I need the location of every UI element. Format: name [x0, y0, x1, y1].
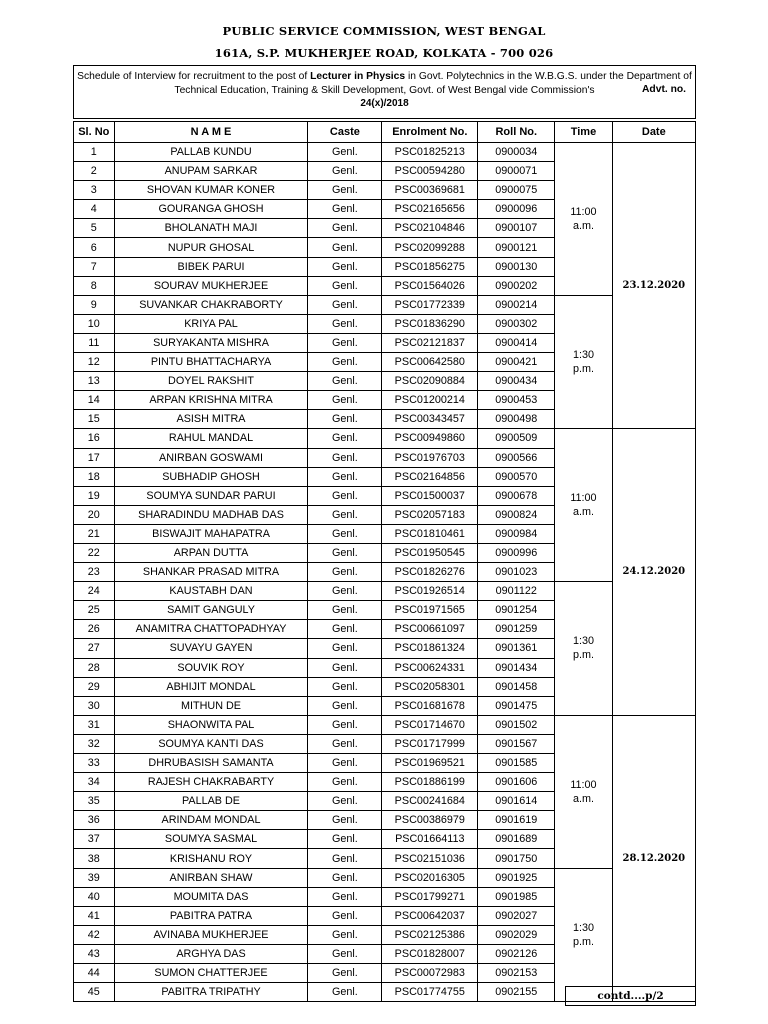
caste-cell: Genl.	[308, 563, 382, 582]
advt-label: Advt. no.	[642, 84, 687, 95]
name-cell: SOUMYA SASMAL	[114, 830, 308, 849]
name-cell: RAJESH CHAKRABARTY	[114, 773, 308, 792]
enrolment-no-cell: PSC02016305	[382, 868, 478, 887]
caste-cell: Genl.	[308, 219, 382, 238]
caste-cell: Genl.	[308, 505, 382, 524]
name-cell: ARGHYA DAS	[114, 944, 308, 963]
caste-cell: Genl.	[308, 162, 382, 181]
enrolment-no-cell: PSC02151036	[382, 849, 478, 868]
time-slot-cell: 1:30 p.m.	[555, 868, 612, 1002]
caste-cell: Genl.	[308, 582, 382, 601]
name-cell: SUMON CHATTERJEE	[114, 964, 308, 983]
enrolment-no-cell: PSC01810461	[382, 524, 478, 543]
sl-no-cell: 21	[74, 524, 115, 543]
sl-no-cell: 16	[74, 429, 115, 448]
caste-cell: Genl.	[308, 601, 382, 620]
caste-cell: Genl.	[308, 200, 382, 219]
table-row	[74, 582, 696, 601]
caste-cell: Genl.	[308, 372, 382, 391]
enrolment-no-cell: PSC01774755	[382, 983, 478, 1002]
table-row	[74, 143, 696, 162]
time-slot-cell: 11:00 a.m.	[555, 715, 612, 868]
roll-no-cell: 0901585	[478, 754, 555, 773]
roll-no-cell: 0900996	[478, 543, 555, 562]
name-cell: SHOVAN KUMAR KONER	[114, 181, 308, 200]
roll-no-cell: 0900075	[478, 181, 555, 200]
column-header-date: Date	[612, 122, 695, 143]
caste-cell: Genl.	[308, 391, 382, 410]
name-cell: MOUMITA DAS	[114, 887, 308, 906]
roll-no-cell: 0901259	[478, 620, 555, 639]
column-header-enrolment-no: Enrolment No.	[382, 122, 478, 143]
caste-cell: Genl.	[308, 906, 382, 925]
enrolment-no-cell: PSC01664113	[382, 830, 478, 849]
sl-no-cell: 39	[74, 868, 115, 887]
caste-cell: Genl.	[308, 887, 382, 906]
enrolment-no-cell: PSC02125386	[382, 925, 478, 944]
roll-no-cell: 0901606	[478, 773, 555, 792]
enrolment-no-cell: PSC01836290	[382, 314, 478, 333]
enrolment-no-cell: PSC01825213	[382, 143, 478, 162]
enrolment-no-cell: PSC02121837	[382, 333, 478, 352]
caste-cell: Genl.	[308, 238, 382, 257]
name-cell: SOURAV MUKHERJEE	[114, 276, 308, 295]
enrolment-no-cell: PSC02099288	[382, 238, 478, 257]
caste-cell: Genl.	[308, 448, 382, 467]
continued-note: contd....p/2	[565, 986, 696, 1006]
name-cell: SURYAKANTA MISHRA	[114, 333, 308, 352]
enrolment-no-cell: PSC00624331	[382, 658, 478, 677]
roll-no-cell: 0900121	[478, 238, 555, 257]
sl-no-cell: 37	[74, 830, 115, 849]
name-cell: DOYEL RAKSHIT	[114, 372, 308, 391]
sl-no-cell: 34	[74, 773, 115, 792]
sl-no-cell: 12	[74, 353, 115, 372]
sl-no-cell: 1	[74, 143, 115, 162]
interview-date-cell: 28.12.2020	[612, 715, 695, 1001]
sl-no-cell: 26	[74, 620, 115, 639]
caste-cell: Genl.	[308, 353, 382, 372]
enrolment-no-cell: PSC02058301	[382, 677, 478, 696]
enrolment-no-cell: PSC00642580	[382, 353, 478, 372]
name-cell: KRISHANU ROY	[114, 849, 308, 868]
caste-cell: Genl.	[308, 830, 382, 849]
caste-cell: Genl.	[308, 639, 382, 658]
caste-cell: Genl.	[308, 811, 382, 830]
caste-cell: Genl.	[308, 410, 382, 429]
caste-cell: Genl.	[308, 715, 382, 734]
table-row	[74, 868, 696, 887]
name-cell: KAUSTABH DAN	[114, 582, 308, 601]
caste-cell: Genl.	[308, 677, 382, 696]
enrolment-no-cell: PSC00661097	[382, 620, 478, 639]
roll-no-cell: 0902155	[478, 983, 555, 1002]
name-cell: KRIYA PAL	[114, 314, 308, 333]
sl-no-cell: 14	[74, 391, 115, 410]
sl-no-cell: 28	[74, 658, 115, 677]
roll-no-cell: 0900130	[478, 257, 555, 276]
roll-no-cell: 0900202	[478, 276, 555, 295]
name-cell: SUVAYU GAYEN	[114, 639, 308, 658]
roll-no-cell: 0900421	[478, 353, 555, 372]
caste-cell: Genl.	[308, 276, 382, 295]
caste-cell: Genl.	[308, 944, 382, 963]
sl-no-cell: 24	[74, 582, 115, 601]
name-cell: SOUMYA KANTI DAS	[114, 734, 308, 753]
roll-no-cell: 0900096	[478, 200, 555, 219]
enrolment-no-cell: PSC01799271	[382, 887, 478, 906]
caste-cell: Genl.	[308, 333, 382, 352]
time-slot-cell: 1:30 p.m.	[555, 295, 612, 429]
caste-cell: Genl.	[308, 257, 382, 276]
time-slot-cell: 1:30 p.m.	[555, 582, 612, 716]
sl-no-cell: 27	[74, 639, 115, 658]
name-cell: ANIRBAN GOSWAMI	[114, 448, 308, 467]
enrolment-no-cell: PSC02090884	[382, 372, 478, 391]
enrolment-no-cell: PSC01976703	[382, 448, 478, 467]
name-cell: NUPUR GHOSAL	[114, 238, 308, 257]
enrolment-no-cell: PSC01926514	[382, 582, 478, 601]
roll-no-cell: 0900453	[478, 391, 555, 410]
sl-no-cell: 18	[74, 467, 115, 486]
column-header-name: N A M E	[114, 122, 308, 143]
sl-no-cell: 6	[74, 238, 115, 257]
table-header-row	[74, 122, 696, 143]
roll-no-cell: 0901458	[478, 677, 555, 696]
schedule-description	[73, 65, 696, 119]
enrolment-no-cell: PSC01950545	[382, 543, 478, 562]
caste-cell: Genl.	[308, 658, 382, 677]
commission-title: PUBLIC SERVICE COMMISSION, WEST BENGAL	[222, 24, 546, 38]
name-cell: AVINABA MUKHERJEE	[114, 925, 308, 944]
sl-no-cell: 17	[74, 448, 115, 467]
name-cell: BIBEK PARUI	[114, 257, 308, 276]
enrolment-no-cell: PSC01500037	[382, 486, 478, 505]
name-cell: PABITRA TRIPATHY	[114, 983, 308, 1002]
enrolment-no-cell: PSC01856275	[382, 257, 478, 276]
enrolment-no-cell: PSC01200214	[382, 391, 478, 410]
sl-no-cell: 38	[74, 849, 115, 868]
caste-cell: Genl.	[308, 792, 382, 811]
sl-no-cell: 9	[74, 295, 115, 314]
name-cell: ARPAN DUTTA	[114, 543, 308, 562]
sl-no-cell: 40	[74, 887, 115, 906]
enrolment-no-cell: PSC00343457	[382, 410, 478, 429]
sl-no-cell: 4	[74, 200, 115, 219]
name-cell: PINTU BHATTACHARYA	[114, 353, 308, 372]
name-cell: PALLAB KUNDU	[114, 143, 308, 162]
roll-no-cell: 0900302	[478, 314, 555, 333]
roll-no-cell: 0900824	[478, 505, 555, 524]
caste-cell: Genl.	[308, 467, 382, 486]
enrolment-no-cell: PSC00949860	[382, 429, 478, 448]
caste-cell: Genl.	[308, 314, 382, 333]
table-row	[74, 429, 696, 448]
name-cell: PABITRA PATRA	[114, 906, 308, 925]
description-text-2: in Govt. Polytechnics in the W.B.G.S. under the Department of Technical Education, Training & Skill Development, Govt. of West Bengal vide Commission's	[174, 71, 692, 96]
name-cell: SUBHADIP GHOSH	[114, 467, 308, 486]
sl-no-cell: 32	[74, 734, 115, 753]
enrolment-no-cell: PSC01971565	[382, 601, 478, 620]
column-header-sl-no: Sl. No	[74, 122, 115, 143]
name-cell: GOURANGA GHOSH	[114, 200, 308, 219]
roll-no-cell: 0900214	[478, 295, 555, 314]
caste-cell: Genl.	[308, 696, 382, 715]
name-cell: SHAONWITA PAL	[114, 715, 308, 734]
enrolment-no-cell: PSC01717999	[382, 734, 478, 753]
roll-no-cell: 0901361	[478, 639, 555, 658]
name-cell: SAMIT GANGULY	[114, 601, 308, 620]
name-cell: ANAMITRA CHATTOPADHYAY	[114, 620, 308, 639]
roll-no-cell: 0901925	[478, 868, 555, 887]
sl-no-cell: 10	[74, 314, 115, 333]
name-cell: SUVANKAR CHAKRABORTY	[114, 295, 308, 314]
name-cell: MITHUN DE	[114, 696, 308, 715]
enrolment-no-cell: PSC01969521	[382, 754, 478, 773]
roll-no-cell: 0902153	[478, 964, 555, 983]
roll-no-cell: 0902027	[478, 906, 555, 925]
caste-cell: Genl.	[308, 754, 382, 773]
roll-no-cell: 0901434	[478, 658, 555, 677]
enrolment-no-cell: PSC00241684	[382, 792, 478, 811]
roll-no-cell: 0901567	[478, 734, 555, 753]
sl-no-cell: 41	[74, 906, 115, 925]
roll-no-cell: 0900984	[478, 524, 555, 543]
roll-no-cell: 0901985	[478, 887, 555, 906]
enrolment-no-cell: PSC01681678	[382, 696, 478, 715]
caste-cell: Genl.	[308, 429, 382, 448]
enrolment-no-cell: PSC02057183	[382, 505, 478, 524]
description-text-1: Schedule of Interview for recruitment to the post of	[77, 71, 311, 82]
caste-cell: Genl.	[308, 620, 382, 639]
sl-no-cell: 29	[74, 677, 115, 696]
table-row	[74, 715, 696, 734]
roll-no-cell: 0902126	[478, 944, 555, 963]
enrolment-no-cell: PSC00386979	[382, 811, 478, 830]
caste-cell: Genl.	[308, 734, 382, 753]
name-cell: ABHIJIT MONDAL	[114, 677, 308, 696]
roll-no-cell: 0901502	[478, 715, 555, 734]
roll-no-cell: 0900678	[478, 486, 555, 505]
sl-no-cell: 8	[74, 276, 115, 295]
roll-no-cell: 0900107	[478, 219, 555, 238]
interview-schedule-table	[73, 121, 696, 1002]
name-cell: SHANKAR PRASAD MITRA	[114, 563, 308, 582]
interview-date-cell: 23.12.2020	[612, 143, 695, 429]
caste-cell: Genl.	[308, 868, 382, 887]
sl-no-cell: 13	[74, 372, 115, 391]
column-header-roll-no: Roll No.	[478, 122, 555, 143]
roll-no-cell: 0900414	[478, 333, 555, 352]
name-cell: ASISH MITRA	[114, 410, 308, 429]
name-cell: ARINDAM MONDAL	[114, 811, 308, 830]
enrolment-no-cell: PSC00642037	[382, 906, 478, 925]
roll-no-cell: 0900071	[478, 162, 555, 181]
name-cell: BHOLANATH MAJI	[114, 219, 308, 238]
sl-no-cell: 43	[74, 944, 115, 963]
enrolment-no-cell: PSC01564026	[382, 276, 478, 295]
caste-cell: Genl.	[308, 964, 382, 983]
name-cell: ANIRBAN SHAW	[114, 868, 308, 887]
caste-cell: Genl.	[308, 181, 382, 200]
name-cell: DHRUBASISH SAMANTA	[114, 754, 308, 773]
roll-no-cell: 0902029	[478, 925, 555, 944]
caste-cell: Genl.	[308, 925, 382, 944]
roll-no-cell: 0900498	[478, 410, 555, 429]
commission-address: 161A, S.P. MUKHERJEE ROAD, KOLKATA - 700 026	[214, 46, 554, 60]
sl-no-cell: 35	[74, 792, 115, 811]
enrolment-no-cell: PSC02165656	[382, 200, 478, 219]
caste-cell: Genl.	[308, 773, 382, 792]
sl-no-cell: 45	[74, 983, 115, 1002]
caste-cell: Genl.	[308, 143, 382, 162]
enrolment-no-cell: PSC02164856	[382, 467, 478, 486]
sl-no-cell: 5	[74, 219, 115, 238]
name-cell: ARPAN KRISHNA MITRA	[114, 391, 308, 410]
column-header-time: Time	[555, 122, 612, 143]
caste-cell: Genl.	[308, 849, 382, 868]
sl-no-cell: 2	[74, 162, 115, 181]
enrolment-no-cell: PSC01886199	[382, 773, 478, 792]
roll-no-cell: 0900034	[478, 143, 555, 162]
sl-no-cell: 33	[74, 754, 115, 773]
name-cell: ANUPAM SARKAR	[114, 162, 308, 181]
name-cell: BISWAJIT MAHAPATRA	[114, 524, 308, 543]
interview-date-cell: 24.12.2020	[612, 429, 695, 715]
roll-no-cell: 0901614	[478, 792, 555, 811]
roll-no-cell: 0901750	[478, 849, 555, 868]
sl-no-cell: 25	[74, 601, 115, 620]
name-cell: SOUMYA SUNDAR PARUI	[114, 486, 308, 505]
name-cell: RAHUL MANDAL	[114, 429, 308, 448]
enrolment-no-cell: PSC01772339	[382, 295, 478, 314]
caste-cell: Genl.	[308, 295, 382, 314]
name-cell: SHARADINDU MADHAB DAS	[114, 505, 308, 524]
sl-no-cell: 3	[74, 181, 115, 200]
enrolment-no-cell: PSC00072983	[382, 964, 478, 983]
roll-no-cell: 0901254	[478, 601, 555, 620]
enrolment-no-cell: PSC00369681	[382, 181, 478, 200]
roll-no-cell: 0900509	[478, 429, 555, 448]
roll-no-cell: 0901689	[478, 830, 555, 849]
time-slot-cell: 11:00 a.m.	[555, 429, 612, 582]
roll-no-cell: 0900566	[478, 448, 555, 467]
table-row	[74, 295, 696, 314]
enrolment-no-cell: PSC01826276	[382, 563, 478, 582]
post-name: Lecturer in Physics	[310, 71, 406, 82]
time-slot-cell: 11:00 a.m.	[555, 143, 612, 296]
roll-no-cell: 0901475	[478, 696, 555, 715]
sl-no-cell: 44	[74, 964, 115, 983]
caste-cell: Genl.	[308, 983, 382, 1002]
caste-cell: Genl.	[308, 524, 382, 543]
sl-no-cell: 7	[74, 257, 115, 276]
sl-no-cell: 31	[74, 715, 115, 734]
enrolment-no-cell: PSC01714670	[382, 715, 478, 734]
sl-no-cell: 23	[74, 563, 115, 582]
column-header-caste: Caste	[308, 122, 382, 143]
sl-no-cell: 42	[74, 925, 115, 944]
roll-no-cell: 0900434	[478, 372, 555, 391]
roll-no-cell: 0901122	[478, 582, 555, 601]
roll-no-cell: 0901023	[478, 563, 555, 582]
enrolment-no-cell: PSC01828007	[382, 944, 478, 963]
sl-no-cell: 22	[74, 543, 115, 562]
name-cell: SOUVIK ROY	[114, 658, 308, 677]
sl-no-cell: 36	[74, 811, 115, 830]
sl-no-cell: 19	[74, 486, 115, 505]
sl-no-cell: 15	[74, 410, 115, 429]
name-cell: PALLAB DE	[114, 792, 308, 811]
roll-no-cell: 0901619	[478, 811, 555, 830]
sl-no-cell: 20	[74, 505, 115, 524]
sl-no-cell: 11	[74, 333, 115, 352]
advt-number: 24(x)/2018	[360, 98, 409, 109]
sl-no-cell: 30	[74, 696, 115, 715]
enrolment-no-cell: PSC02104846	[382, 219, 478, 238]
caste-cell: Genl.	[308, 486, 382, 505]
caste-cell: Genl.	[308, 543, 382, 562]
enrolment-no-cell: PSC00594280	[382, 162, 478, 181]
roll-no-cell: 0900570	[478, 467, 555, 486]
enrolment-no-cell: PSC01861324	[382, 639, 478, 658]
